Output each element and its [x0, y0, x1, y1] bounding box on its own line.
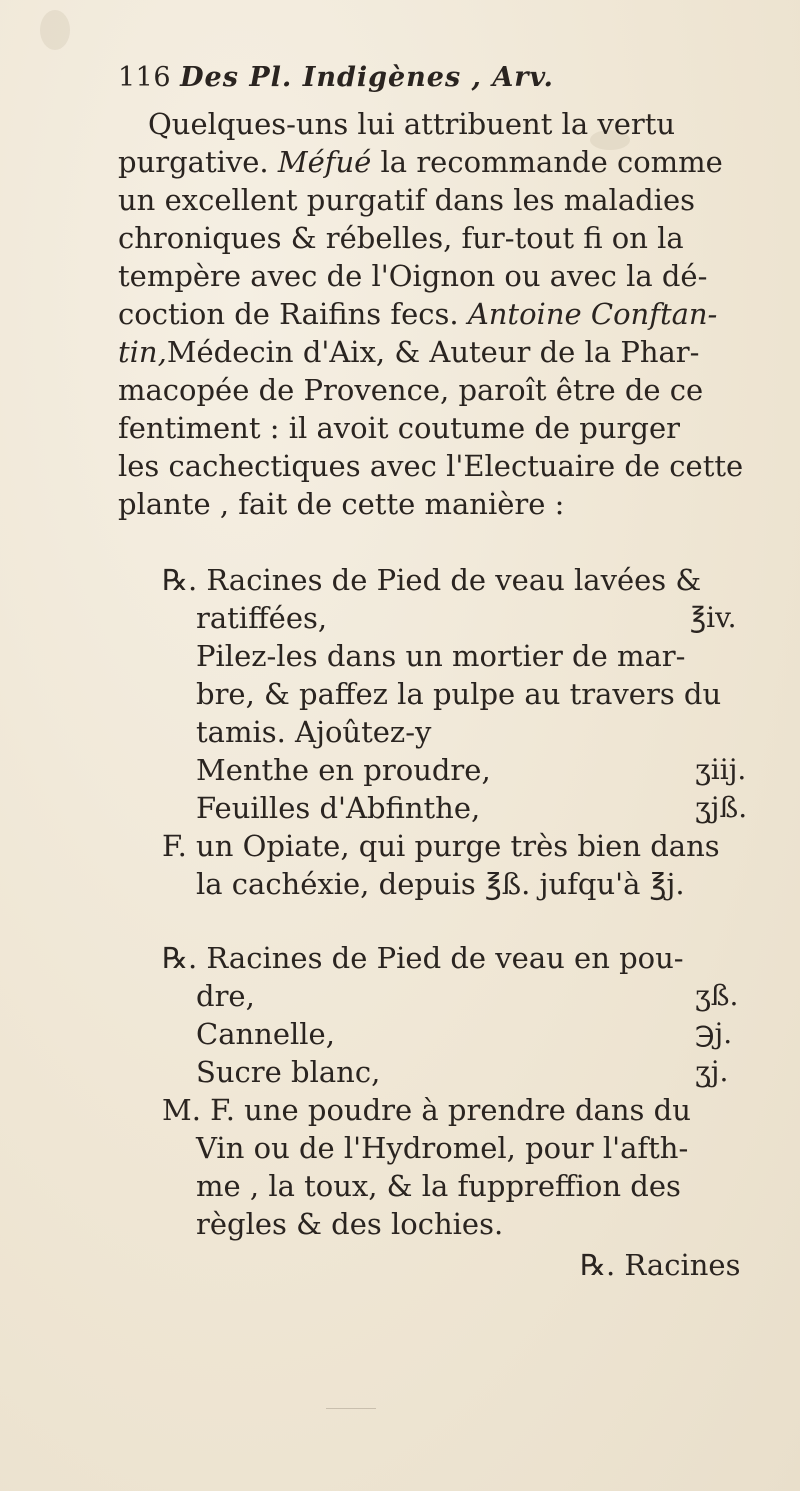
recipe-line: bre, & paffez la pulpe au travers du [196, 677, 722, 711]
page-number: 116 [118, 62, 172, 93]
quantity: ℥iv. [690, 601, 737, 634]
recipe-line: me , la toux, & la fuppreffion des [196, 1169, 681, 1203]
running-title: Des Pl. Indigènes , Arv. [180, 62, 554, 93]
text-line: les cachectiques avec l'Electuaire de cette [118, 449, 744, 483]
paper-stain [40, 10, 70, 50]
recipe-line: tamis. Ajoûtez-y [196, 715, 432, 749]
author-name: Antoine Conftan- [467, 297, 718, 331]
quantity: ʒjß. [695, 791, 748, 824]
text-line: Quelques-uns lui attribuent la vertu [148, 107, 676, 141]
recipe-line: ℞. Racines de Pied de veau en pou- [162, 941, 684, 975]
recipe-line: Menthe en proudre, [196, 753, 491, 787]
text-line: plante , fait de cette manière : [118, 487, 565, 521]
text-line [118, 294, 717, 334]
recipe-line: Sucre blanc, [196, 1055, 381, 1089]
author-name: Méfué [277, 145, 372, 179]
recipe-line: ℞. Racines de Pied de veau lavées & [162, 563, 702, 597]
print-mark [326, 1408, 376, 1409]
recipe-line: dre, [196, 979, 255, 1013]
text-line: macopée de Provence, paroît être de ce [118, 373, 704, 407]
quantity: ʒj. [695, 1055, 729, 1088]
text-line [118, 332, 699, 372]
recipe-line: Vin ou de l'Hydromel, pour l'afth- [196, 1131, 689, 1165]
text-line [118, 142, 723, 182]
quantity: ʒiij. [695, 753, 747, 786]
recipe-line: ratiffées, [196, 601, 328, 635]
text-line: chroniques & rébelles, fur-tout fi on la [118, 221, 684, 255]
text-line: fentiment : il avoit coutume de purger [118, 411, 680, 445]
recipe-line: la cachéxie, depuis ℥ß. jufqu'à ℥j. [196, 867, 685, 901]
page-header [118, 58, 554, 98]
text-span: la recommande comme [371, 145, 723, 179]
quantity: ℈j. [695, 1017, 733, 1050]
quantity: ʒß. [695, 979, 739, 1012]
recipe-line: Feuilles d'Abfinthe, [196, 791, 481, 825]
recipe-line: F. un Opiate, qui purge très bien dans [162, 829, 720, 863]
text-span: coction de Raifins fecs. [118, 297, 468, 331]
recipe-line: Pilez-les dans un mortier de mar- [196, 639, 686, 673]
recipe-line: Cannelle, [196, 1017, 335, 1051]
text-span: Médecin d'Aix, & Auteur de la Phar- [166, 335, 700, 369]
text-line: un excellent purgatif dans les maladies [118, 183, 695, 217]
recipe-line: règles & des lochies. [196, 1207, 504, 1241]
author-name: tin, [118, 335, 167, 369]
recipe-line: M. F. une poudre à prendre dans du [162, 1093, 691, 1127]
text-span: purgative. [118, 145, 278, 179]
text-line: tempère avec de l'Oignon ou avec la dé- [118, 259, 708, 293]
catchword: ℞. Racines [580, 1248, 741, 1282]
